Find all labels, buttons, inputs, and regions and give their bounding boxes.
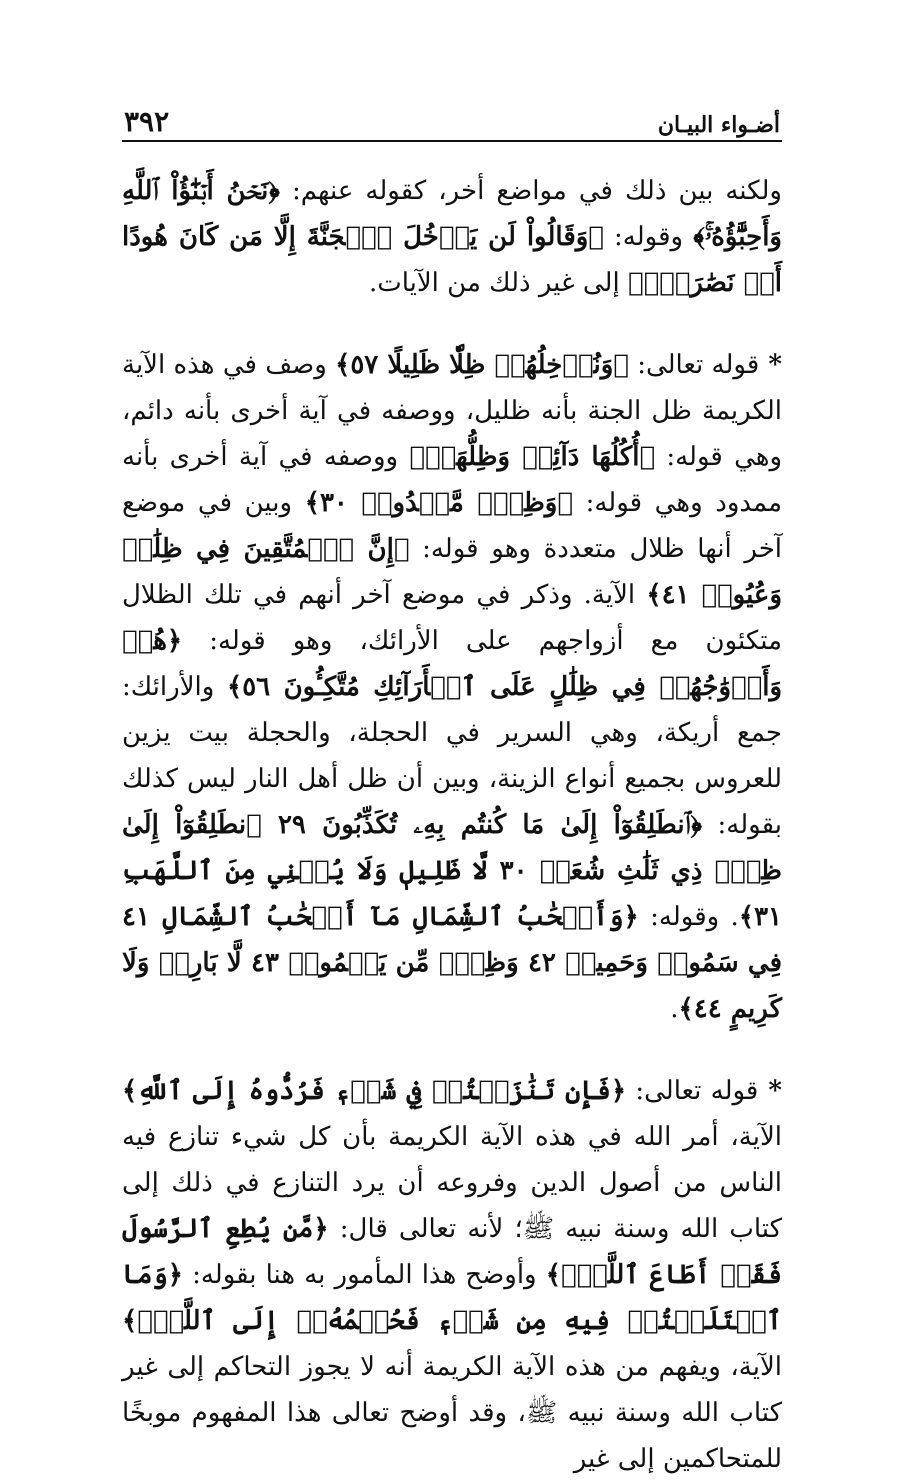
text-segment: قوله تعالى: bbox=[626, 1076, 759, 1106]
running-header bbox=[122, 96, 782, 142]
page-body bbox=[122, 168, 782, 1482]
text-segment: وبين في موضع آخر أنها ظلال متعددة وهو قوله: bbox=[122, 488, 782, 564]
book-page bbox=[122, 96, 782, 1482]
text-segment: الآية، أمر الله في هذه الآية الكريمة بأن كل شيء تنازع فيه الناس من أصول الدين وفروعه أن يرد التنازع في ذلك إلى كتاب الله وسنة نبيه ﷺ؛ لأنه تعالى قال: bbox=[122, 1122, 782, 1244]
quran-verse: ﴿وَأَصۡحَٰبُ ٱلشِّمَالِ مَآ أَصۡحَٰبُ ٱلشِّمَالِ ٤١ فِي سَمُومٖ وَحَمِيمٖ ٤٢ وَظِلّٖ مِّن يَحۡمُومٖ ٤٣ لَّا بَارِدٖ وَلَا كَرِيمٍ ٤٤﴾ bbox=[122, 902, 783, 1024]
book-title: أضـواء البيـان bbox=[657, 112, 780, 138]
text-segment: ووصفه في آية أخرى بأنه ممدود وهي قوله: bbox=[122, 442, 782, 518]
paragraph bbox=[122, 342, 782, 1032]
text-segment: وأوضح هذا المأمور به هنا بقوله: bbox=[182, 1260, 546, 1290]
text-segment: ولكنه بين ذلك في مواضع أخر، كقوله عنهم: bbox=[279, 176, 782, 206]
text-segment: وصف في هذه الآية الكريمة ظل الجنة بأنه ظليل، ووصفه في آية أخرى بأنه دائم، وهي قوله: bbox=[122, 350, 783, 472]
quran-verse: ﴿مَّن يُطِعِ ٱلرَّسُولَ فَقَدۡ أَطَاعَ ٱللَّهَۖ﴾ bbox=[122, 1214, 782, 1290]
quran-verse: ﴿فَإِن تَنَٰزَعۡتُمۡ فِي شَيۡءٖ فَرُدُّوهُ إِلَى ٱللَّهِ﴾ bbox=[122, 1076, 627, 1106]
quran-verse: ﴿وَنُدۡخِلُهُمۡ ظِلّٗا ظَلِيلًا ٥٧﴾ bbox=[335, 350, 629, 380]
quran-verse: ﴿أُكُلُهَا دَآئِمٞ وَظِلُّهَاۚ﴾ bbox=[409, 442, 656, 472]
quran-verse: ﴿نَحۡنُ أَبۡنَٰٓؤُاْ ٱللَّهِ وَأَحِبَّٰٓؤُهُۥۚ﴾ bbox=[122, 176, 782, 252]
page-number: ٣٩٢ bbox=[124, 105, 170, 138]
text-segment: الآية، ويفهم من هذه الآية الكريمة أنه لا يجوز التحاكم إلى غير كتاب الله وسنة نبيه ﷺ، وقد أوضح تعالى هذا المفهوم موبخًا للمتحاكمين إلى غير bbox=[122, 1352, 782, 1474]
text-segment: الآية. وذكر في موضع آخر أنهم في تلك الظلال متكئون مع أزواجهم على الأرائك، وهو قوله: bbox=[122, 580, 782, 656]
quran-verse: ﴿هُمۡ وَأَزۡوَٰجُهُمۡ فِي ظِلَٰلٍ عَلَى ٱلۡأَرَآئِكِ مُتَّكِـُٔونَ ٥٦﴾ bbox=[122, 626, 782, 702]
text-segment: . bbox=[670, 994, 679, 1024]
quran-verse: ﴿ٱنطَلِقُوٓاْ إِلَىٰ مَا كُنتُم بِهِۦ تُكَذِّبُونَ ٢٩ ٱنطَلِقُوٓاْ إِلَىٰ ظِلّٖ ذِي ثَلَٰثِ شُعَبٖ ٣٠ لَّا ظَلِيلٖ وَلَا يُغۡنِي مِنَ ٱللَّهَبِ ٣١﴾ bbox=[122, 810, 783, 932]
paragraph bbox=[122, 1068, 782, 1482]
text-segment: قوله تعالى: bbox=[628, 350, 760, 380]
text-segment: . وقوله: bbox=[638, 902, 739, 932]
quran-verse: ﴿وَظِلّٖ مَّمۡدُودٖ ٣٠﴾ bbox=[304, 488, 573, 518]
quran-verse: ﴿وَمَا ٱخۡتَلَفۡتُمۡ فِيهِ مِن شَيۡءٖ فَحُكۡمُهُۥٓ إِلَى ٱللَّهِۚ﴾ bbox=[122, 1260, 782, 1336]
text-segment: إلى غير ذلك من الآيات. bbox=[368, 268, 628, 298]
text-segment: والأرائك: جمع أريكة، وهي السرير في الحجلة، والحجلة بيت يزين للعروس بجميع أنواع الزينة، وبين أن ظل أهل النار ليس كذلك بقوله: bbox=[122, 672, 782, 840]
text-segment: وقوله: bbox=[603, 222, 694, 252]
quran-verse: ﴿إِنَّ ٱلۡمُتَّقِينَ فِي ظِلَٰلٖ وَعُيُونٖ ٤١﴾ bbox=[122, 534, 783, 610]
paragraph bbox=[122, 168, 782, 306]
quran-verse: ﴿وَقَالُواْ لَن يَدۡخُلَ ٱلۡجَنَّةَ إِلَّا مَن كَانَ هُودًا أَوۡ نَصَٰرَىٰۗ﴾ bbox=[122, 222, 782, 298]
section-star-marker: * bbox=[758, 1076, 782, 1106]
section-star-marker: * bbox=[759, 350, 782, 380]
